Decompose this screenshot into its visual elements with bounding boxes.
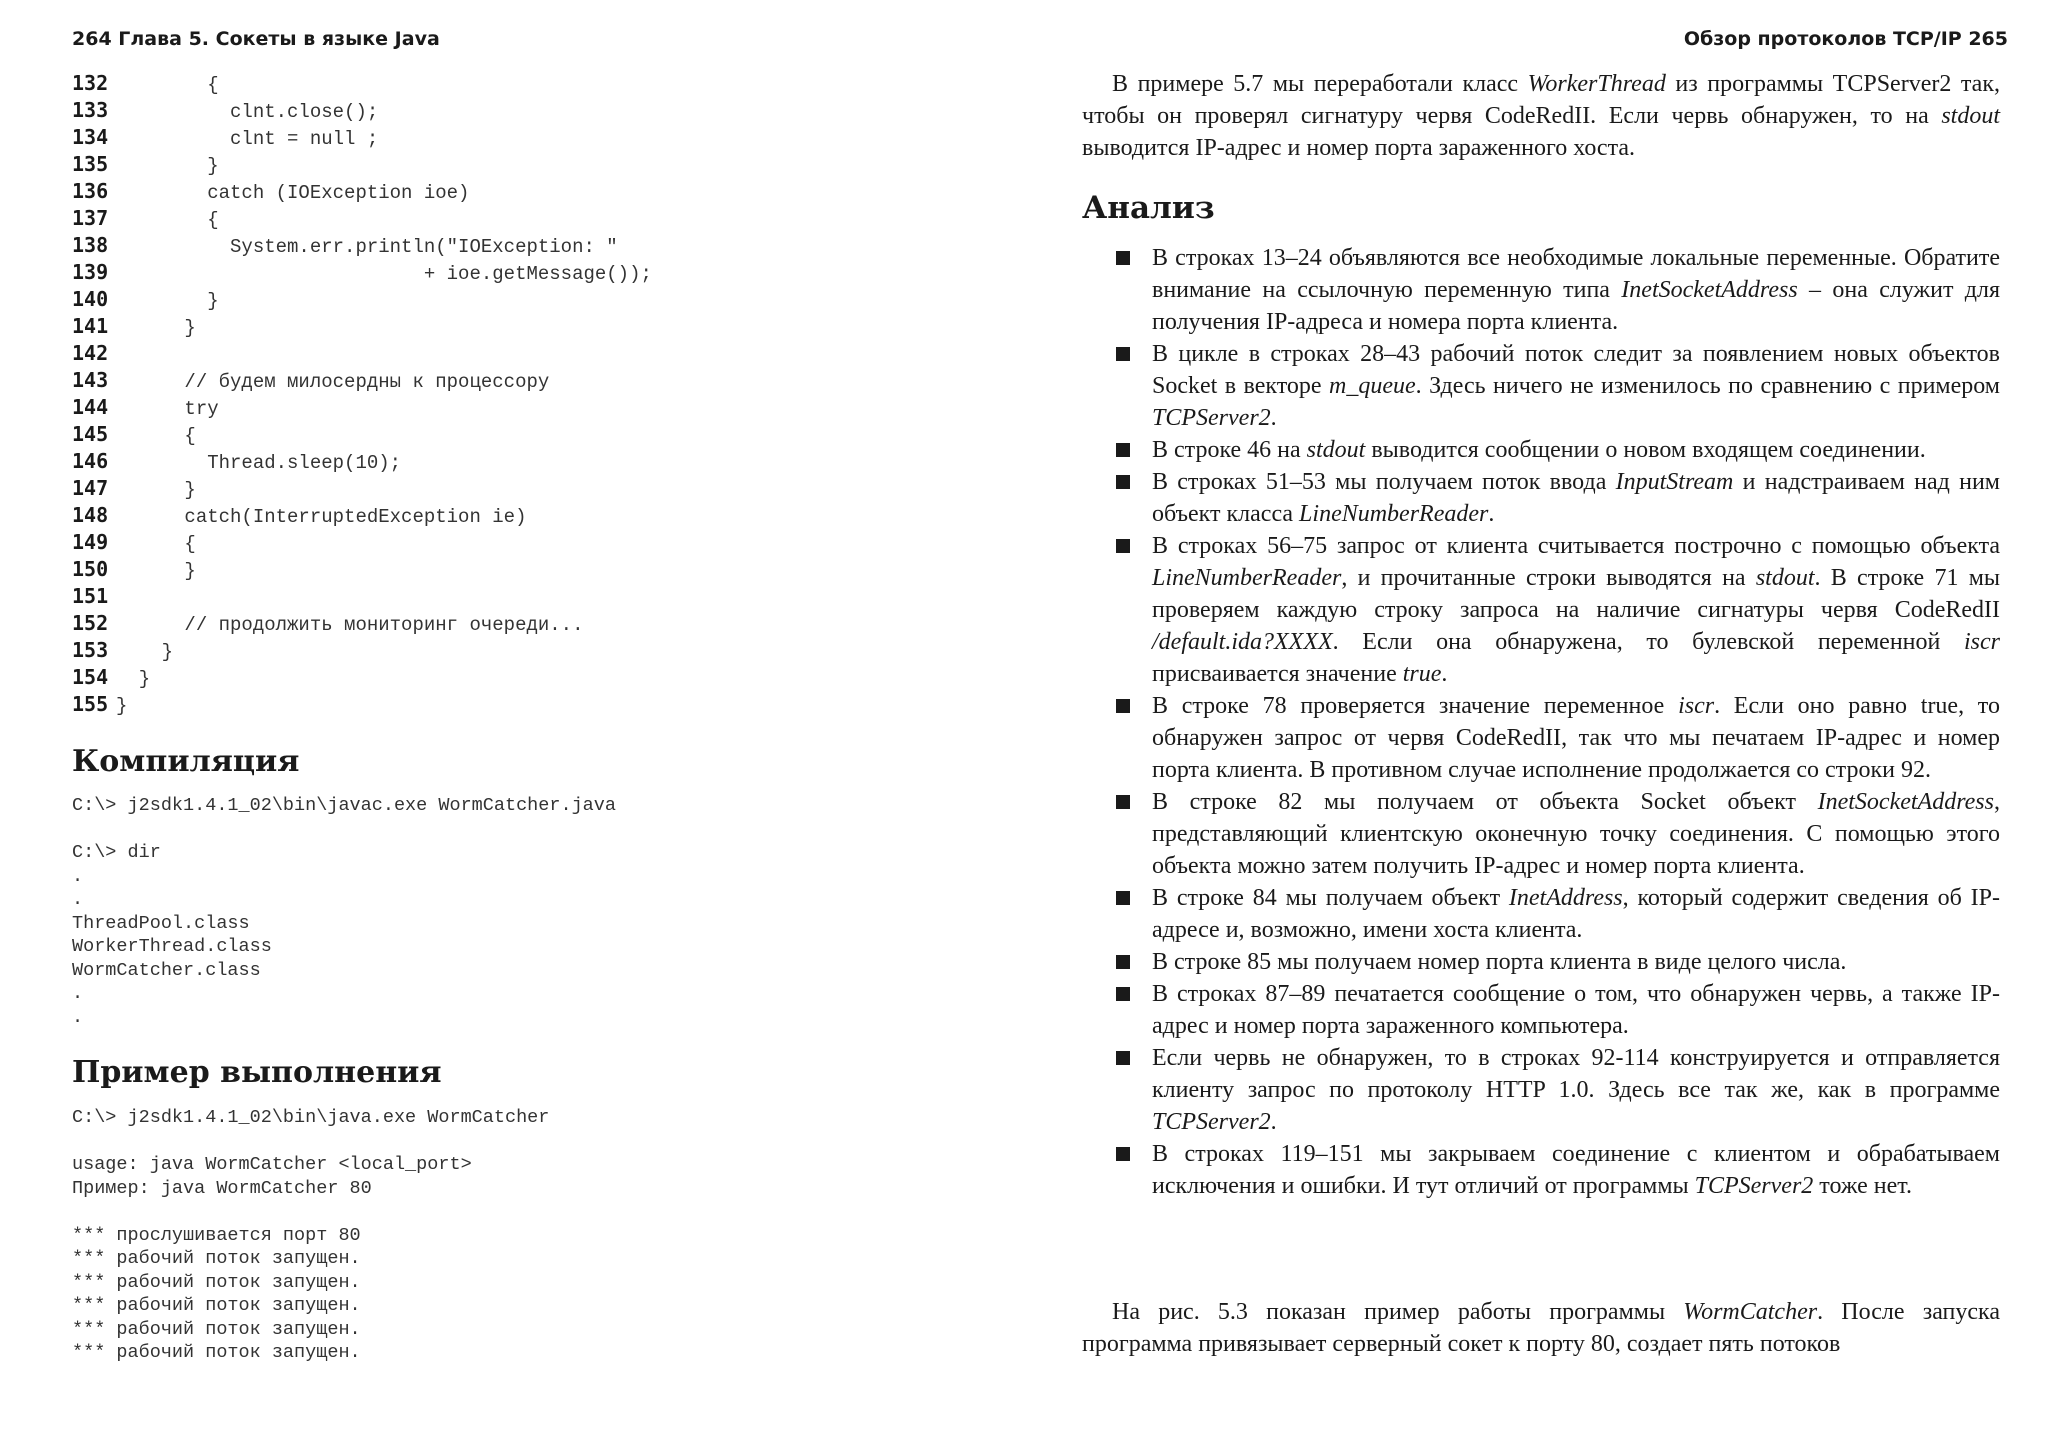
closing-paragraph: На рис. 5.3 показан пример работы программы WormCatcher. После запуска программа привязывает серверный сокет к порту 80, создает пять потоков [1082,1299,2000,1357]
code-line [72,178,652,205]
compile-output-line [72,818,616,842]
code-text: } [116,155,219,177]
analysis-item [1082,978,2000,1042]
compile-output-line: . [72,865,84,887]
compile-output-line: C:\> dir [72,842,161,863]
line-number: 135 [72,152,109,176]
line-number: 154 [72,665,109,689]
line-number: 134 [72,125,109,149]
square-bullet-icon [1116,475,1130,489]
code-text: } [116,317,196,339]
run-output-line: usage: java WormCatcher <local_port> [72,1154,472,1175]
right-running-head: Обзор протоколов TCP/IP 265 [1683,28,2008,50]
square-bullet-icon [1116,699,1130,713]
code-line [72,637,652,664]
analysis-heading: Анализ [1082,190,1215,226]
code-text: catch (IOException ioe) [116,182,470,204]
line-number: 137 [72,206,109,230]
line-number: 138 [72,233,109,257]
code-line [72,691,652,718]
run-output-line: *** рабочий поток запущен. [72,1318,361,1340]
run-output-line: *** прослушивается порт 80 [72,1224,361,1246]
code-listing [72,70,652,718]
right-page [1024,0,2048,1447]
run-heading: Пример выполнения [72,1055,442,1090]
analysis-item-text: Если червь не обнаружен, то в строках 92-114 конструируется и отправляется клиенту запрос по протоколу HTTP 1.0. Здесь все так же, как в программе TCPServer2. [1152,1045,2000,1135]
line-number: 155 [72,692,109,716]
analysis-item-text: В строке 85 мы получаем номер порта клиента в виде целого числа. [1152,949,1847,975]
code-line [72,475,652,502]
code-line [72,70,652,97]
analysis-item-text: В строках 87–89 печатается сообщение о том, что обнаружен червь, а также IP-адрес и номер порта зараженного компьютера. [1152,981,2000,1039]
analysis-item [1082,530,2000,690]
code-text: { [116,533,196,555]
analysis-item-text: В строках 56–75 запрос от клиента считывается построчно с помощью объекта LineNumberReader, и прочитанные строки выводятся на stdout. В строке 71 мы проверяем каждую строку запроса на наличие сигнатуры червя CodeRedII /default.ida?XXXX. Если она обнаружена, то булевской переменной iscr присваивается значение true. [1152,533,2001,687]
code-text: // продолжить мониторинг очереди... [116,614,584,636]
analysis-item [1082,338,2000,434]
analysis-item [1082,786,2000,882]
square-bullet-icon [1116,347,1130,361]
analysis-item-text: В цикле в строках 28–43 рабочий поток следит за появлением новых объектов Socket в векторе m_queue. Здесь ничего не изменилось по сравнению с примером TCPServer2. [1152,341,2000,431]
analysis-item [1082,1138,2000,1202]
square-bullet-icon [1116,251,1130,265]
code-text: // будем милосердны к процессору [116,371,550,393]
code-text: clnt.close(); [116,101,379,123]
compile-output-line: WorkerThread.class [72,936,272,957]
code-line [72,556,652,583]
code-line [72,448,652,475]
code-line [72,313,652,340]
code-text: } [116,479,196,501]
line-number: 147 [72,476,109,500]
line-number: 149 [72,530,109,554]
run-output-line: *** рабочий поток запущен. [72,1271,361,1293]
compile-output [72,794,616,1029]
code-text: } [116,290,219,312]
analysis-item-text: В строке 78 проверяется значение переменное iscr. Если оно равно true, то обнаружен запрос от червя CodeRedII, так что мы печатаем IP-адрес и номер порта клиента. В противном случае исполнение продолжается со строки 92. [1152,693,2000,783]
compile-output-line: C:\> j2sdk1.4.1_02\bin\javac.exe WormCatcher.java [72,795,616,816]
analysis-item [1082,946,2000,978]
code-text: catch(InterruptedException ie) [116,506,527,528]
analysis-item-text: В строках 119–151 мы закрываем соединение с клиентом и обрабатываем исключения и ошибки. И тут отличий от программы TCPServer2 тоже нет. [1152,1141,2000,1199]
compile-output-line: . [72,1006,84,1028]
intro-paragraph: В примере 5.7 мы переработали класс WorkerThread из программы TCPServer2 так, чтобы он проверял сигнатуру червя CodeRedII. Если червь обнаружен, то на stdout выводится IP-адрес и номер порта зараженного хоста. [1082,71,2000,161]
analysis-item [1082,466,2000,530]
square-bullet-icon [1116,795,1130,809]
line-number: 153 [72,638,109,662]
analysis-item [1082,690,2000,786]
compile-output-line: ThreadPool.class [72,912,250,934]
code-line [72,610,652,637]
run-output-line: *** рабочий поток запущен. [72,1342,361,1363]
analysis-item-text: В строке 84 мы получаем объект InetAddress, который содержит сведения об IP-адресе и, возможно, имени хоста клиента. [1152,885,2000,943]
run-output [72,1106,549,1365]
code-line [72,421,652,448]
code-line [72,502,652,529]
code-text: try [116,398,219,420]
analysis-item-text: В строках 51–53 мы получаем поток ввода InputStream и надстраиваем над ним объект класса LineNumberReader. [1152,469,2000,527]
line-number: 132 [72,71,109,95]
analysis-list [1082,242,2000,1202]
compile-output-line: . [72,983,84,1004]
square-bullet-icon [1116,1051,1130,1065]
code-line [72,97,652,124]
line-number: 133 [72,98,109,122]
analysis-item [1082,1042,2000,1138]
analysis-item-text: В строке 82 мы получаем от объекта Socket объект InetSocketAddress, представляющий клиентскую оконечную точку соединения. С помощью этого объекта можно затем получить IP-адрес и номер порта клиента. [1152,789,2000,879]
analysis-item-text: В строке 46 на stdout выводится сообщении о новом входящем соединении. [1152,437,1926,463]
code-line [72,367,652,394]
code-line [72,340,652,367]
run-output-line: C:\> j2sdk1.4.1_02\bin\java.exe WormCatcher [72,1107,550,1128]
code-text: System.err.println("IOException: " [116,236,618,258]
line-number: 144 [72,395,109,419]
code-text: { [116,425,196,447]
code-text: } [116,560,196,582]
code-line [72,394,652,421]
code-text: + ioe.getMessage()); [116,263,652,285]
analysis-item [1082,882,2000,946]
line-number: 136 [72,179,109,203]
code-text: } [116,695,128,717]
run-output-line: Пример: java WormCatcher 80 [72,1177,372,1199]
line-number: 145 [72,422,109,446]
analysis-item-text: В строках 13–24 объявляются все необходимые локальные переменные. Обратите внимание на ссылочную переменную типа InetSocketAddress – она служит для получения IP-адреса и номера порта клиента. [1152,245,2000,335]
line-number: 139 [72,260,109,284]
left-running-head: 264 Глава 5. Сокеты в языке Java [72,28,440,50]
square-bullet-icon [1116,891,1130,905]
line-number: 148 [72,503,109,527]
code-line [72,529,652,556]
run-output-line: *** рабочий поток запущен. [72,1248,361,1269]
analysis-item [1082,242,2000,338]
line-number: 150 [72,557,109,581]
code-line [72,124,652,151]
line-number: 146 [72,449,109,473]
square-bullet-icon [1116,443,1130,457]
code-text: } [116,668,151,690]
code-line [72,583,652,610]
line-number: 141 [72,314,109,338]
compile-output-line: WormCatcher.class [72,959,261,981]
analysis-item [1082,434,2000,466]
line-number: 152 [72,611,109,635]
run-output-line [72,1200,549,1224]
run-output-line: *** рабочий поток запущен. [72,1295,361,1316]
square-bullet-icon [1116,539,1130,553]
code-text: clnt = null ; [116,128,379,150]
square-bullet-icon [1116,1147,1130,1161]
line-number: 142 [72,341,109,365]
line-number: 140 [72,287,109,311]
code-line [72,151,652,178]
code-line [72,664,652,691]
code-line [72,286,652,313]
code-line [72,205,652,232]
run-output-line [72,1130,549,1154]
compile-output-line: . [72,889,84,910]
code-line [72,232,652,259]
code-text: { [116,74,219,96]
compile-heading: Компиляция [72,744,300,779]
square-bullet-icon [1116,955,1130,969]
square-bullet-icon [1116,987,1130,1001]
code-text: { [116,209,219,231]
code-line [72,259,652,286]
line-number: 143 [72,368,109,392]
code-text: Thread.sleep(10); [116,452,402,474]
line-number: 151 [72,584,109,608]
code-text: } [116,641,174,663]
